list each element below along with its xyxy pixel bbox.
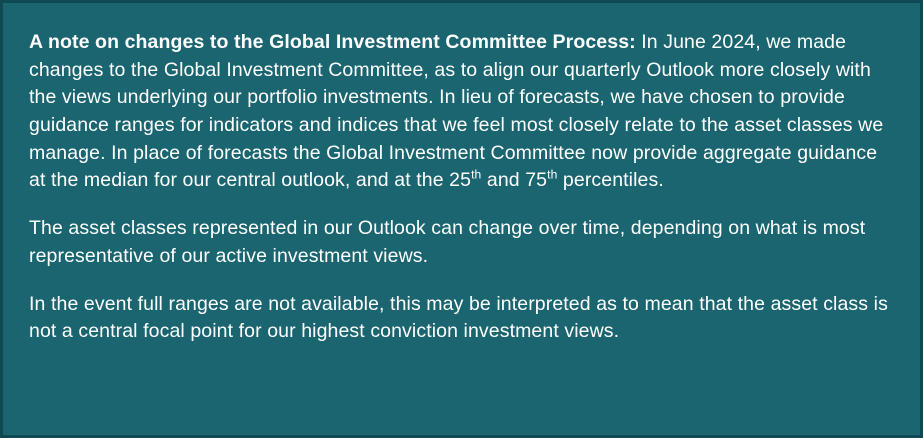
note-paragraph-1 [29, 29, 894, 195]
note-paragraph-3: In the event full ranges are not available, this may be interpreted as to mean that the asset class is not a central focal point for our highest conviction investment views. [29, 292, 888, 343]
note-lead-in: A note on changes to the Global Investment Committee Process: [29, 31, 636, 53]
note-paragraph-2: The asset classes represented in our Outlook can change over time, depending on what is most representative of our active investment views. [29, 217, 866, 267]
note-paragraph-1-text-part-1: In June 2024, we made changes to the Global Investment Committee, as to align our quarterly Outlook more closely with the views underlying our portfolio investments. In lieu of forecasts, we have chosen to provide guidance ranges for indicators and indices that we feel most closely relate to the asset classes we manage. In place of forecasts the Global Investment Committee now provide aggregate guidance at the median for our central outlook, and at the 25 [29, 31, 884, 192]
ordinal-suffix-75th: th [547, 167, 558, 182]
note-paragraph-1-text-part-3: percentiles. [557, 169, 664, 192]
note-paragraph-1-text-part-2: and 75 [481, 169, 548, 192]
ordinal-suffix-25th: th [471, 167, 482, 182]
